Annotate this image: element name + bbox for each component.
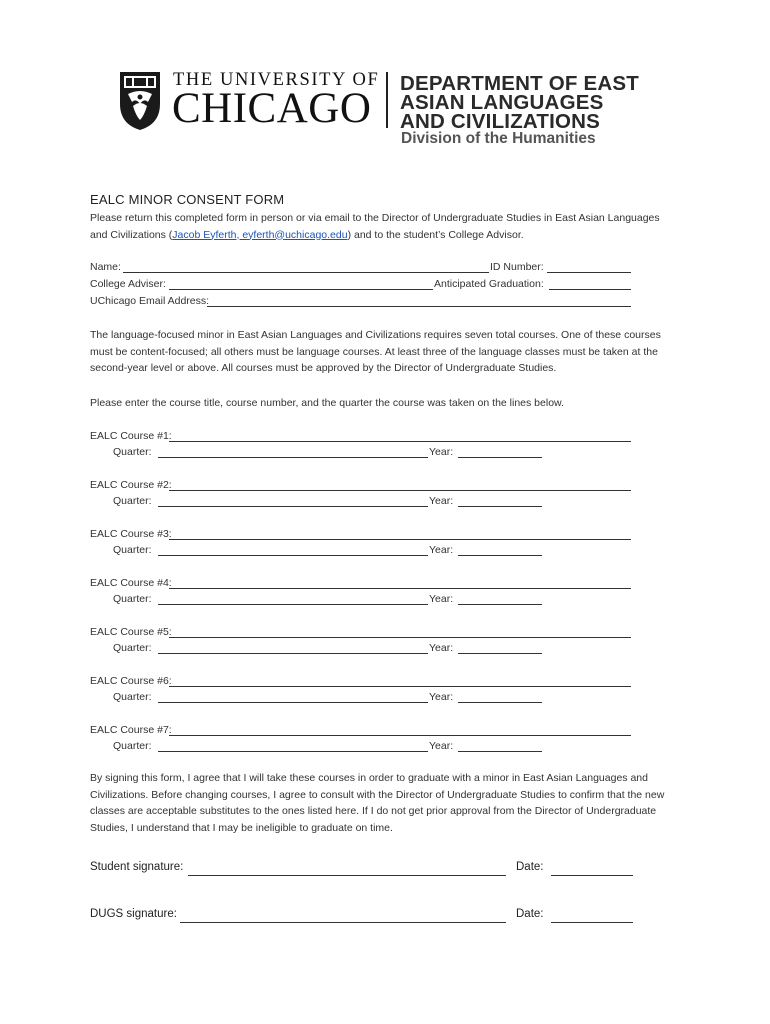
year-field[interactable]	[458, 751, 542, 752]
form-title: EALC MINOR CONSENT FORM	[90, 192, 285, 207]
quarter-label: Quarter:	[113, 740, 152, 752]
year-label: Year:	[429, 593, 454, 605]
college-adviser-field[interactable]	[169, 289, 433, 290]
course-title-field[interactable]	[169, 441, 631, 442]
year-label: Year:	[429, 544, 454, 556]
course-label: EALC Course #2:	[90, 479, 172, 491]
year-label: Year:	[429, 740, 454, 752]
quarter-field[interactable]	[158, 506, 428, 507]
division-name: Division of the Humanities	[401, 130, 596, 147]
year-field[interactable]	[458, 653, 542, 654]
course-label: EALC Course #5:	[90, 626, 172, 638]
university-name-top: THE UNIVERSITY OF	[173, 70, 380, 90]
university-crest-icon	[118, 70, 162, 132]
dugs-signature-label: DUGS signature:	[90, 908, 177, 920]
student-signature-label: Student signature:	[90, 861, 184, 873]
agreement-paragraph: By signing this form, I agree that I will take these courses in order to graduate with a minor in East Asian Languages and Civilizations. Before changing courses, I agree to consult with the Director of Undergraduate Studies to confirm that the new classes are acceptable substitutes to the ones listed here. If I do not get prior approval from the Director of Undergraduate Studies, I understand that I may be ineligible to graduate on time.	[90, 772, 665, 834]
course-instructions: Please enter the course title, course number, and the quarter the course was taken on the lines below.	[90, 397, 564, 409]
dugs-contact-link[interactable]: Jacob Eyferth, eyferth@uchicago.edu	[172, 228, 348, 241]
year-field[interactable]	[458, 604, 542, 605]
course-label: EALC Course #7:	[90, 724, 172, 736]
course-label: EALC Course #1:	[90, 430, 172, 442]
course-label: EALC Course #3:	[90, 528, 172, 540]
department-line-2: ASIAN LANGUAGES	[400, 91, 604, 114]
course-label: EALC Course #6:	[90, 675, 172, 687]
year-label: Year:	[429, 642, 454, 654]
dugs-date-label: Date:	[516, 908, 544, 920]
college-adviser-label: College Adviser:	[90, 278, 166, 290]
instructions-text-start: Please return this completed form in person or via email to the Director of Undergraduate Studies in East Asian Languages and Civilizations (	[90, 212, 660, 241]
student-date-field[interactable]	[551, 875, 633, 876]
year-label: Year:	[429, 691, 454, 703]
id-number-label: ID Number:	[490, 261, 544, 273]
year-field[interactable]	[458, 702, 542, 703]
quarter-field[interactable]	[158, 457, 428, 458]
quarter-field[interactable]	[158, 751, 428, 752]
year-label: Year:	[429, 446, 454, 458]
quarter-field[interactable]	[158, 555, 428, 556]
email-label: UChicago Email Address:	[90, 295, 210, 307]
course-label: EALC Course #4:	[90, 577, 172, 589]
course-title-field[interactable]	[169, 686, 631, 687]
course-title-field[interactable]	[169, 539, 631, 540]
logo-divider	[386, 72, 388, 128]
quarter-field[interactable]	[158, 702, 428, 703]
dugs-date-field[interactable]	[551, 922, 633, 923]
email-field[interactable]	[207, 306, 631, 307]
dugs-signature-field[interactable]	[180, 922, 506, 923]
year-label: Year:	[429, 495, 454, 507]
quarter-field[interactable]	[158, 653, 428, 654]
quarter-label: Quarter:	[113, 593, 152, 605]
course-title-field[interactable]	[169, 735, 631, 736]
university-name-main: CHICAGO	[172, 85, 372, 132]
instructions-text-end: ) and to the student’s College Advisor.	[347, 228, 524, 241]
instructions-paragraph	[90, 210, 680, 243]
requirements-paragraph: The language-focused minor in East Asian Languages and Civilizations requires seven total courses. One of these courses must be content-focused; all others must be language courses. At least three of the language classes must be taken at the second-year level or above. All courses must be approved by the Director of Undergraduate Studies.	[90, 329, 661, 374]
quarter-label: Quarter:	[113, 446, 152, 458]
course-title-field[interactable]	[169, 588, 631, 589]
year-field[interactable]	[458, 457, 542, 458]
anticipated-graduation-field[interactable]	[549, 289, 631, 290]
quarter-label: Quarter:	[113, 691, 152, 703]
quarter-label: Quarter:	[113, 495, 152, 507]
student-date-label: Date:	[516, 861, 544, 873]
year-field[interactable]	[458, 555, 542, 556]
quarter-label: Quarter:	[113, 544, 152, 556]
name-field[interactable]	[123, 272, 489, 273]
department-line-3: AND CIVILIZATIONS	[400, 110, 601, 133]
course-title-field[interactable]	[169, 490, 631, 491]
year-field[interactable]	[458, 506, 542, 507]
name-label: Name:	[90, 261, 121, 273]
quarter-field[interactable]	[158, 604, 428, 605]
department-line-1: DEPARTMENT OF EAST	[400, 72, 639, 95]
id-number-field[interactable]	[547, 272, 631, 273]
quarter-label: Quarter:	[113, 642, 152, 654]
student-signature-field[interactable]	[188, 875, 506, 876]
anticipated-graduation-label: Anticipated Graduation:	[434, 278, 544, 290]
course-title-field[interactable]	[169, 637, 631, 638]
